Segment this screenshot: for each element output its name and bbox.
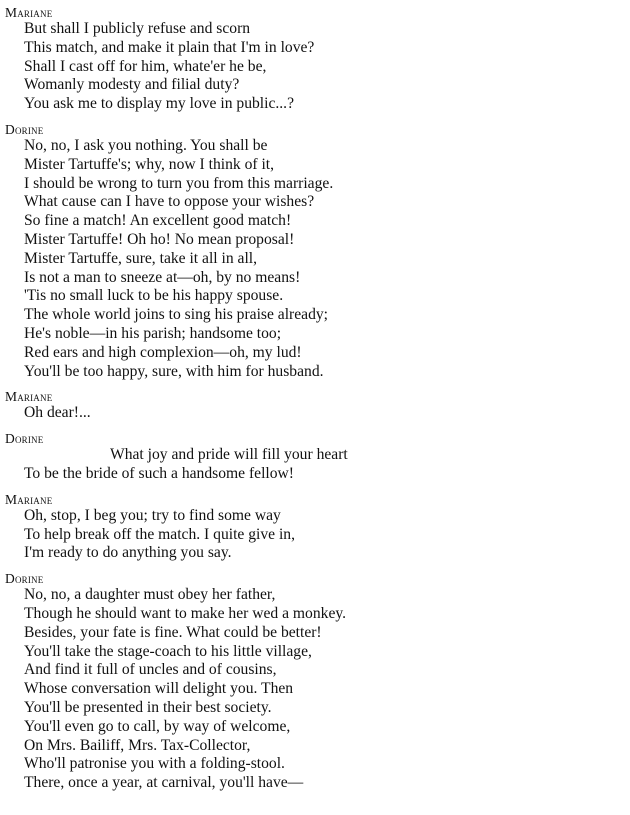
- verse-line: The whole world joins to sing his praise already;: [24, 306, 329, 324]
- speech-block: [5, 389, 625, 423]
- speaker-name: Dorine: [5, 121, 44, 137]
- verse-line: You'll be too happy, sure, with him for husband.: [24, 362, 324, 380]
- verse-line: Oh, stop, I beg you; try to find some way: [24, 506, 281, 524]
- speaker-name: Dorine: [5, 431, 44, 447]
- verse-line: 'Tis no small luck to be his happy spouse.: [24, 287, 284, 305]
- play-text: [5, 5, 625, 793]
- verse-line: I should be wrong to turn you from this marriage.: [24, 174, 334, 192]
- speech-block: [5, 122, 625, 381]
- verse-line: What cause can I have to oppose your wishes?: [24, 193, 315, 211]
- verse-line: Besides, your fate is fine. What could be better!: [24, 623, 322, 641]
- speaker-name: Dorine: [5, 571, 44, 587]
- verse-line: But shall I publicly refuse and scorn: [24, 20, 251, 37]
- verse-line: You'll take the stage-coach to his little village,: [24, 642, 312, 660]
- verse-line: Mister Tartuffe's; why, now I think of it,: [24, 155, 275, 173]
- speaker-name: Mariane: [5, 389, 53, 405]
- verse-line: Mister Tartuffe, sure, take it all in all,: [24, 249, 258, 267]
- verse-line: To be the bride of such a handsome fellow!: [24, 464, 294, 482]
- verse-line: There, once a year, at carnival, you'll have—: [24, 774, 304, 792]
- speech-lines: [5, 586, 625, 793]
- verse-line: Who'll patronise you with a folding-stool.: [24, 755, 285, 773]
- verse-line: So fine a match! An excellent good match!: [24, 212, 292, 230]
- verse-line: Whose conversation will delight you. Then: [24, 680, 294, 698]
- verse-line: What joy and pride will fill your heart: [110, 446, 348, 464]
- verse-line: Though he should want to make her wed a monkey.: [24, 604, 347, 622]
- verse-line: You'll even go to call, by way of welcome,: [24, 717, 291, 735]
- verse-line: You'll be presented in their best society.: [24, 698, 272, 716]
- verse-line: Womanly modesty and filial duty?: [24, 76, 240, 94]
- verse-line: Mister Tartuffe! Oh ho! No mean proposal!: [24, 230, 295, 248]
- speech-lines: [5, 404, 625, 423]
- verse-line: No, no, I ask you nothing. You shall be: [24, 136, 268, 154]
- speaker-name: Mariane: [5, 491, 53, 507]
- verse-line: Oh dear!...: [24, 404, 91, 422]
- verse-line: He's noble—in his parish; handsome too;: [24, 324, 282, 342]
- verse-line: On Mrs. Bailiff, Mrs. Tax-Collector,: [24, 736, 251, 754]
- verse-line: This match, and make it plain that I'm in love?: [24, 38, 315, 56]
- speech-block: [5, 431, 625, 484]
- speech-lines: [5, 446, 625, 484]
- speech-block: [5, 571, 625, 793]
- verse-line: No, no, a daughter must obey her father,: [24, 586, 276, 604]
- speech-block: [5, 492, 625, 563]
- verse-line: I'm ready to do anything you say.: [24, 544, 232, 562]
- verse-line: And find it full of uncles and of cousins,: [24, 661, 277, 679]
- speech-lines: [5, 137, 625, 381]
- speech-block: [5, 5, 625, 114]
- speech-lines: [5, 20, 625, 114]
- verse-line: Red ears and high complexion—oh, my lud!: [24, 343, 302, 361]
- verse-line: Is not a man to sneeze at—oh, by no means!: [24, 268, 301, 286]
- verse-line: Shall I cast off for him, whate'er he be,: [24, 57, 267, 75]
- speech-lines: [5, 507, 625, 563]
- verse-line: To help break off the match. I quite give in,: [24, 525, 295, 543]
- speaker-name: Mariane: [5, 5, 53, 20]
- verse-line: You ask me to display my love in public...?: [24, 95, 294, 113]
